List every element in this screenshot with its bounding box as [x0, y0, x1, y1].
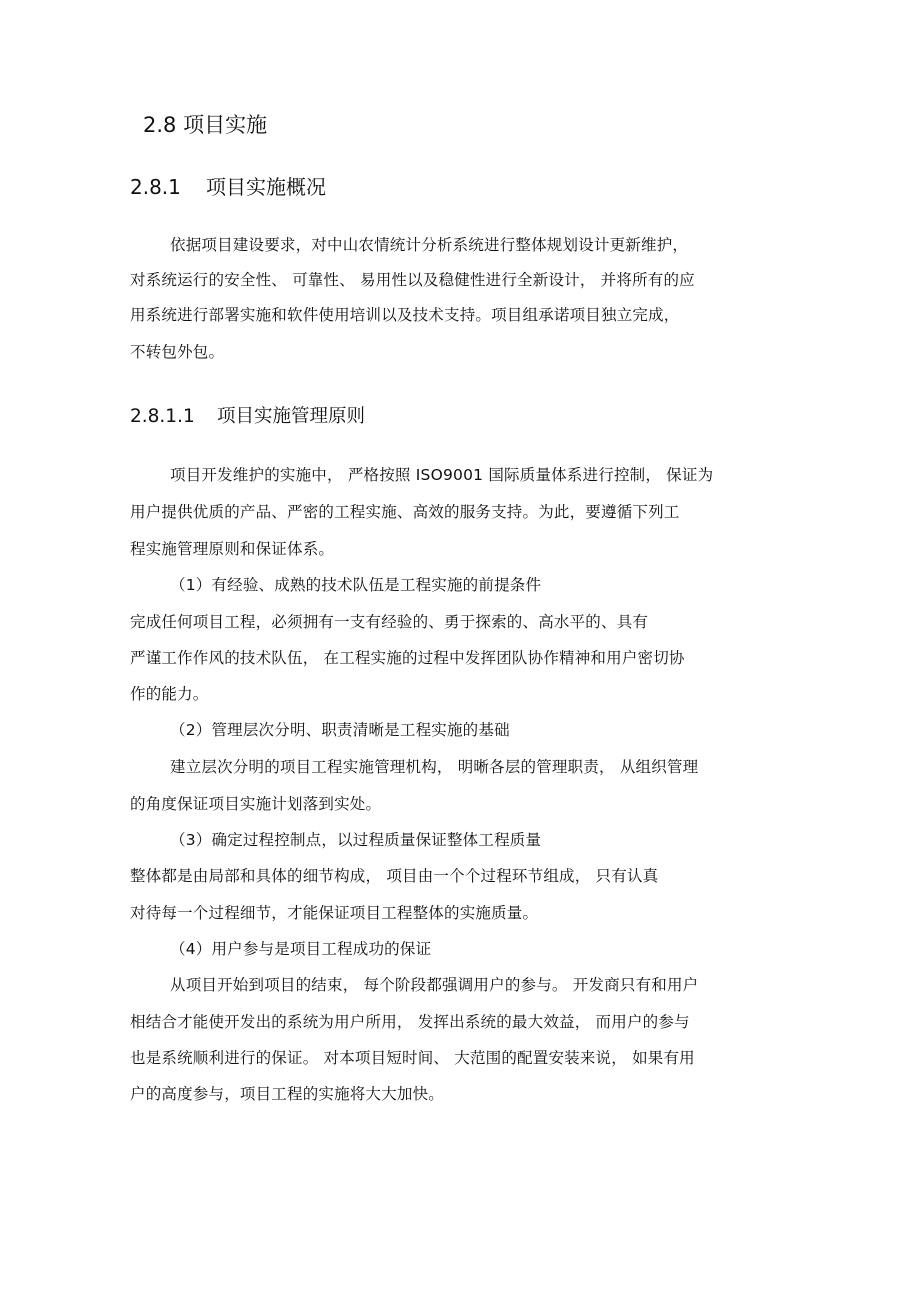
subsubsection-title: 项目实施管理原则 — [217, 406, 366, 427]
paragraph-line: 也是系统顺利进行的保证。 对本项目短时间、 大范围的配置安装来说， 如果有用 — [130, 1049, 695, 1067]
paragraph-line: 的角度保证项目实施计划落到实处。 — [130, 795, 382, 813]
paragraph-line: 程实施管理原则和保证体系。 — [130, 540, 335, 558]
section-heading — [143, 112, 267, 138]
paragraph-line: 整体都是由局部和具体的细节构成， 项目由一个个过程环节组成， 只有认真 — [130, 867, 659, 885]
paragraph-line: 依据项目建设要求，对中山农情统计分析系统进行整体规划设计更新维护， — [170, 236, 689, 254]
paragraph-line: 完成任何项目工程，必须拥有一支有经验的、勇于探索的、高水平的、具有 — [130, 613, 649, 631]
section-number: 2.8 — [143, 113, 177, 137]
paragraph-line: 不转包外包。 — [130, 343, 225, 361]
subsection-heading — [130, 174, 326, 200]
paragraph-line: 项目开发维护的实施中， 严格按照 ISO9001 国际质量体系进行控制， 保证为 — [170, 466, 714, 484]
paragraph-line: 相结合才能使开发出的系统为用户所用， 发挥出系统的最大效益， 而用户的参与 — [130, 1013, 690, 1031]
paragraph-line: 建立层次分明的项目工程实施管理机构， 明晰各层的管理职责， 从组织管理 — [170, 758, 699, 776]
subsubsection-number: 2.8.1.1 — [130, 406, 195, 427]
section-title: 项目实施 — [183, 113, 268, 137]
paragraph-line: 户的高度参与，项目工程的实施将大大加快。 — [130, 1085, 445, 1103]
principle-heading: （2）管理层次分明、职责清晰是工程实施的基础 — [170, 721, 510, 739]
principle-heading: （4）用户参与是项目工程成功的保证 — [170, 940, 432, 958]
paragraph-line: 对系统运行的安全性、 可靠性、 易用性以及稳健性进行全新设计， 并将所有的应 — [130, 271, 695, 289]
paragraph-line: 用系统进行部署实施和软件使用培训以及技术支持。项目组承诺项目独立完成， — [130, 306, 680, 324]
principle-heading: （1）有经验、成熟的技术队伍是工程实施的前提条件 — [170, 576, 542, 594]
principle-heading: （3）确定过程控制点，以过程质量保证整体工程质量 — [170, 831, 542, 849]
paragraph-line: 从项目开始到项目的结束， 每个阶段都强调用户的参与。 开发商只有和用户 — [170, 976, 699, 994]
subsection-title: 项目实施概况 — [206, 175, 326, 199]
paragraph-line: 作的能力。 — [130, 685, 209, 703]
paragraph-line: 严谨工作作风的技术队伍， 在工程实施的过程中发挥团队协作精神和用户密切协 — [130, 649, 685, 667]
subsection-number: 2.8.1 — [130, 175, 181, 199]
paragraph-line: 用户提供优质的产品、严密的工程实施、高效的服务支持。为此，要遵循下列工 — [130, 503, 680, 521]
subsubsection-heading — [130, 405, 365, 429]
paragraph-line: 对待每一个过程细节，才能保证项目工程整体的实施质量。 — [130, 904, 539, 922]
